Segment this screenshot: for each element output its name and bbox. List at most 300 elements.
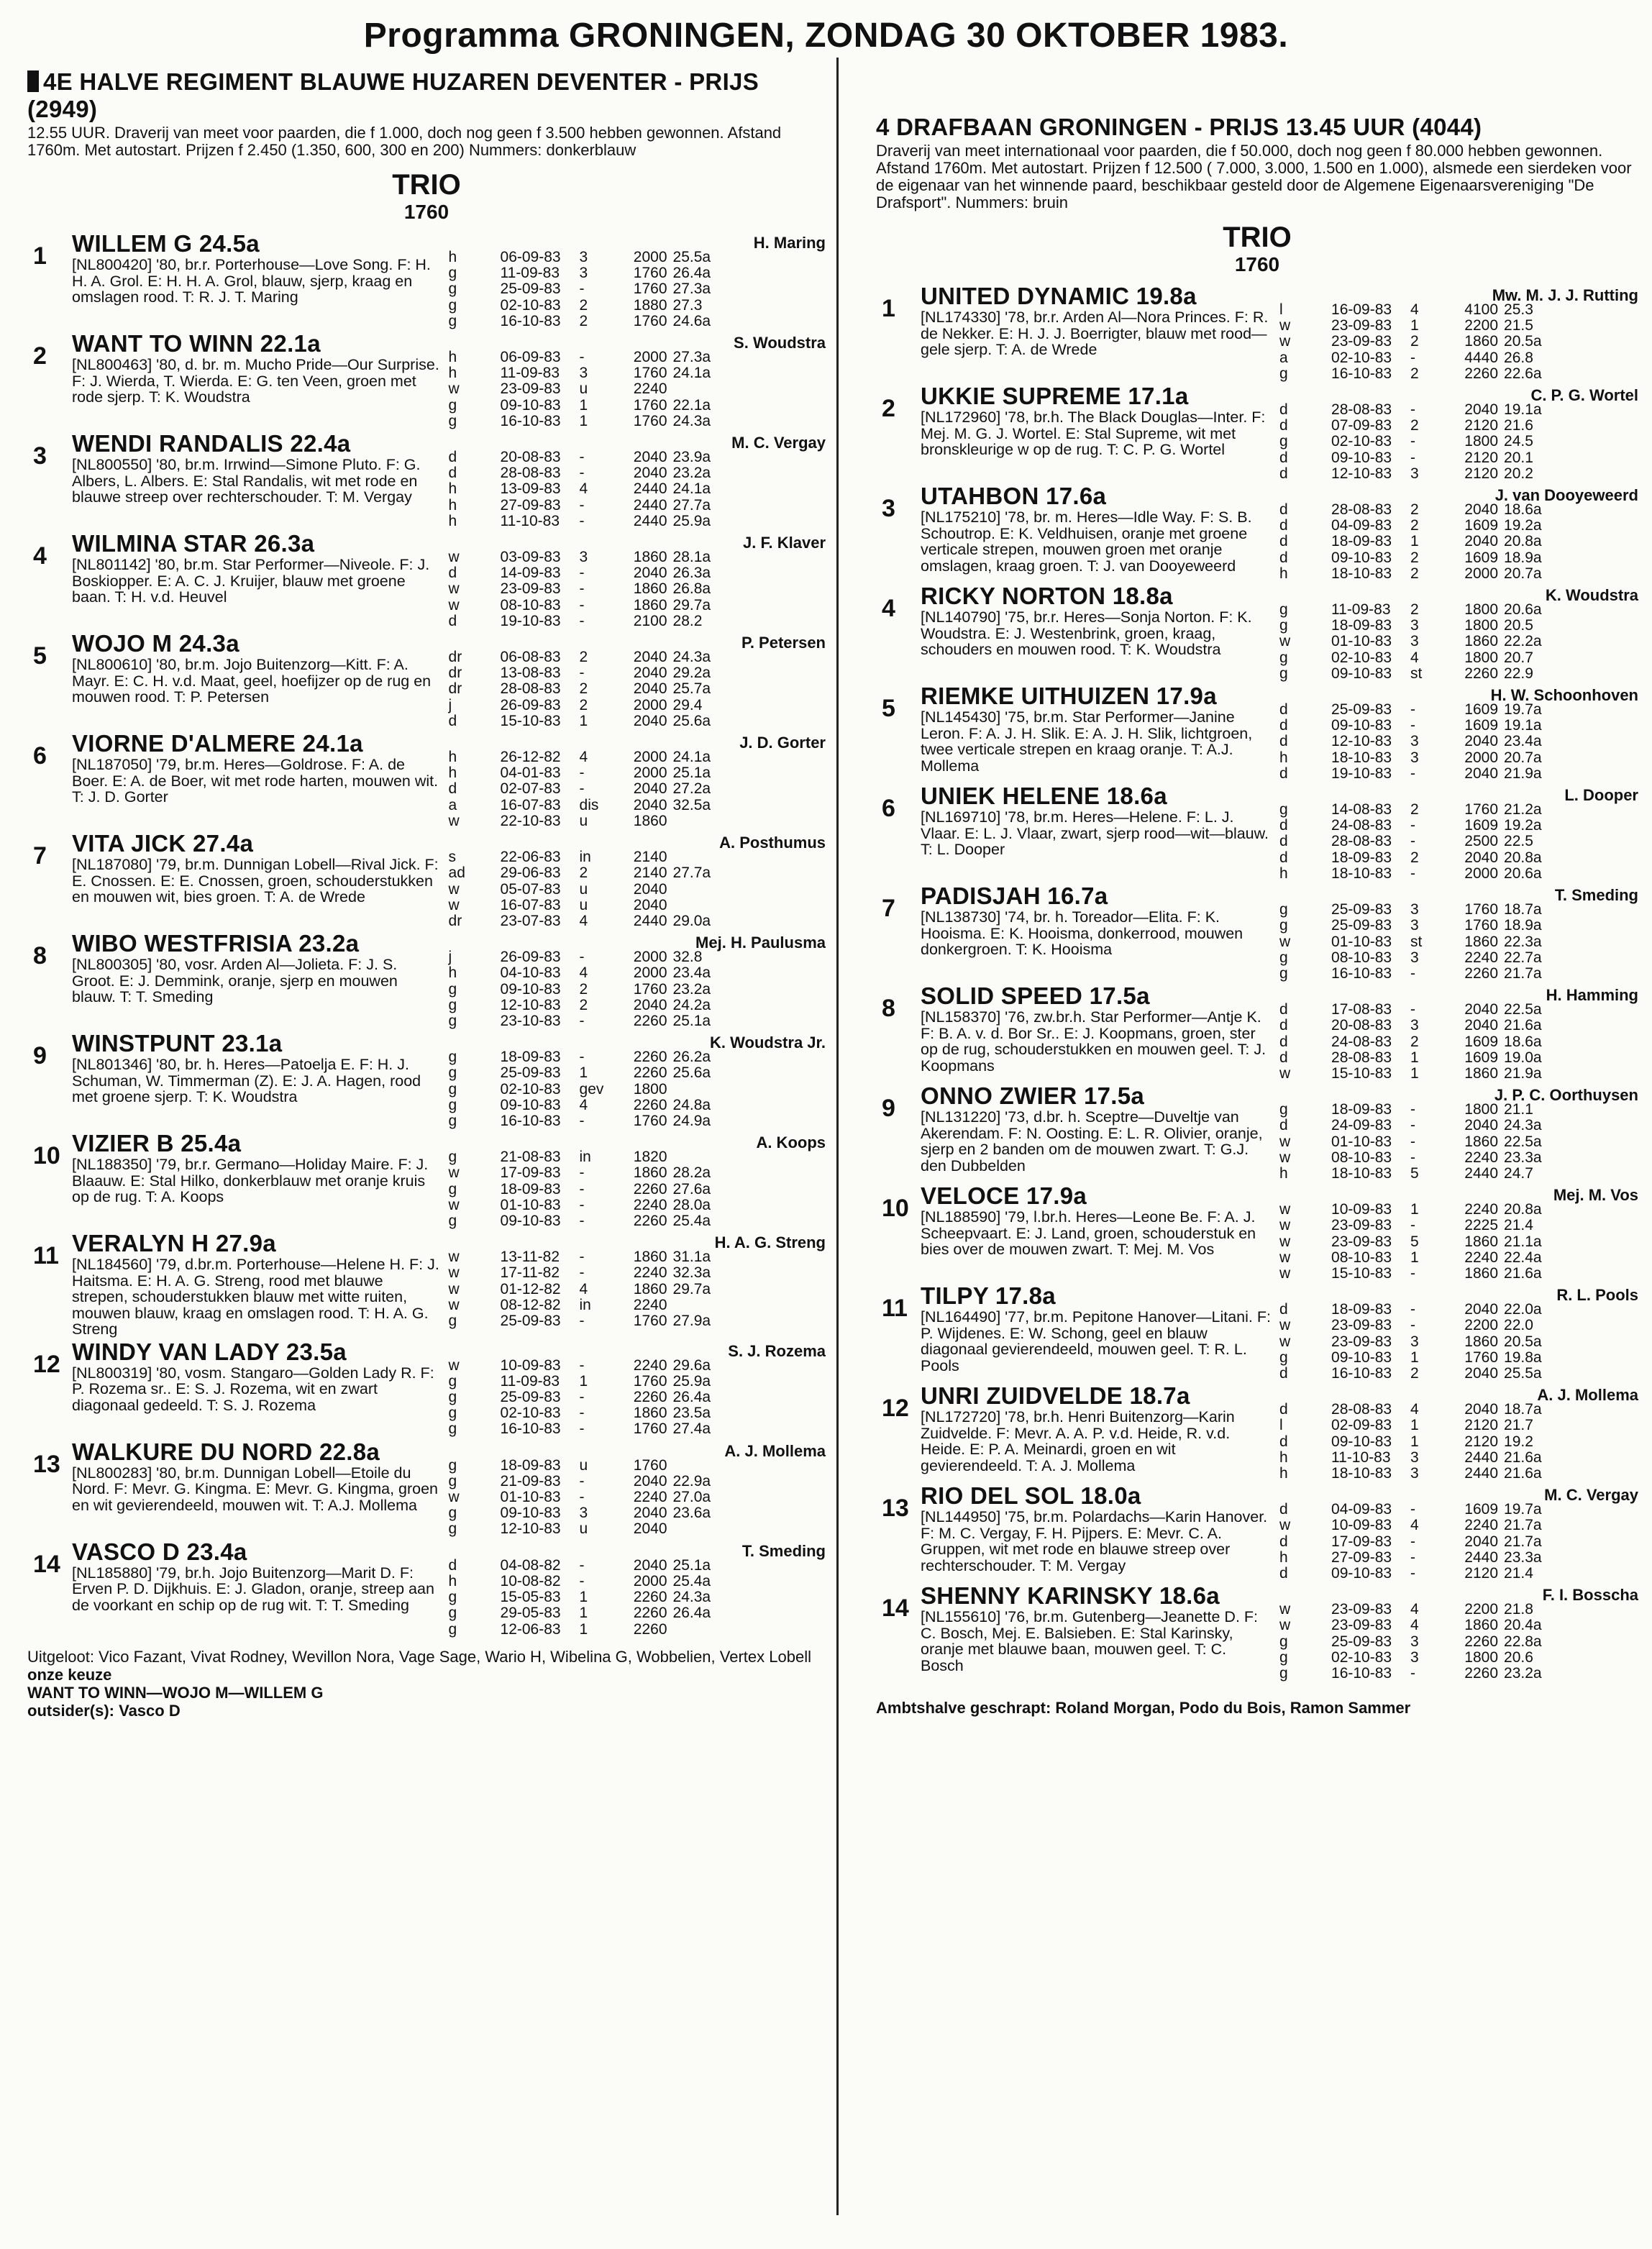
- race-result-row: [1272, 334, 1638, 350]
- track-code: d: [448, 565, 457, 582]
- horse-driver: H. Maring: [753, 234, 826, 252]
- result-date: 19-10-83: [1331, 765, 1392, 782]
- horse-number: 10: [882, 1195, 909, 1223]
- result-distance: 2260: [633, 1389, 667, 1406]
- result-distance: 2260: [1464, 665, 1499, 682]
- result-distance: 2260: [633, 1605, 667, 1622]
- race-result-row: [442, 1589, 826, 1605]
- result-place: 4: [579, 749, 588, 766]
- horse-number: 6: [33, 742, 47, 770]
- race-result-row: [442, 581, 826, 597]
- race-result-row: [442, 1474, 826, 1490]
- result-date: 04-09-83: [1331, 1501, 1392, 1518]
- race-result-row: [442, 498, 826, 514]
- result-place: 5: [1410, 1164, 1419, 1182]
- result-distance: 1760: [1464, 917, 1499, 934]
- result-distance: 2225: [1464, 1217, 1499, 1234]
- result-time: [673, 1622, 724, 1638]
- result-place: -: [579, 1489, 585, 1506]
- horse-results: [1272, 702, 1638, 782]
- result-place: in: [579, 849, 591, 866]
- result-time: [673, 898, 724, 913]
- result-date: 20-08-83: [1331, 1017, 1392, 1034]
- track-code: w: [448, 1196, 460, 1213]
- result-place: -: [1410, 1565, 1416, 1582]
- track-code: d: [1279, 533, 1288, 550]
- result-distance: 2120: [1464, 465, 1499, 482]
- track-code: d: [1279, 517, 1288, 534]
- horse-driver: K. Woudstra Jr.: [710, 1034, 826, 1052]
- track-code: w: [1279, 1217, 1291, 1234]
- result-date: 28-08-83: [1331, 401, 1392, 419]
- race-result-row: [1272, 518, 1638, 534]
- result-place: in: [579, 1296, 591, 1313]
- track-code: w: [448, 896, 460, 913]
- result-place: -: [579, 1249, 585, 1266]
- result-place: 2: [1410, 417, 1419, 434]
- track-code: g: [1279, 1101, 1288, 1118]
- race-result-row: [1272, 1218, 1638, 1233]
- race-result-row: [1272, 1034, 1638, 1050]
- result-distance: 1860: [1464, 933, 1499, 950]
- track-code: g: [448, 312, 457, 329]
- result-time: 21.7a: [1504, 1533, 1542, 1550]
- result-place: 2: [1410, 1364, 1419, 1382]
- result-distance: 1800: [1464, 433, 1499, 450]
- track-code: w: [1279, 1264, 1291, 1282]
- result-time: 27.2a: [672, 780, 711, 798]
- race-result-row: [442, 514, 826, 529]
- result-time: 20.1: [1504, 449, 1533, 466]
- result-time: 27.3: [672, 296, 703, 314]
- track-code: d: [1279, 465, 1288, 482]
- result-time: 22.4a: [1504, 1249, 1542, 1266]
- result-date: 12-10-83: [500, 996, 561, 1013]
- result-time: 26.4a: [672, 1389, 711, 1406]
- result-time: 20.5: [1504, 617, 1533, 634]
- result-distance: 2000: [1464, 749, 1499, 766]
- result-time: 19.8a: [1504, 1349, 1542, 1366]
- track-code: d: [448, 465, 457, 482]
- result-distance: 2040: [633, 449, 667, 466]
- horse-entry: [876, 1283, 1638, 1382]
- race-result-row: [442, 1390, 826, 1405]
- result-time: 21.1: [1504, 1101, 1533, 1118]
- result-distance: 1860: [1464, 1064, 1499, 1082]
- result-date: 09-10-83: [1331, 1565, 1392, 1582]
- result-distance: 2200: [1464, 1317, 1499, 1334]
- result-place: 3: [1410, 1464, 1419, 1482]
- result-date: 16-10-83: [500, 1420, 561, 1438]
- result-place: -: [1410, 964, 1416, 982]
- result-time: 23.6a: [672, 1505, 711, 1522]
- track-code: l: [1279, 1417, 1283, 1434]
- result-date: 08-10-83: [1331, 1149, 1392, 1166]
- track-code: w: [1279, 1064, 1291, 1082]
- race-result-row: [442, 713, 826, 729]
- result-place: 1: [1410, 317, 1419, 334]
- horse-info: [NL164490] '77, br.m. Pepitone Hanover—Litani. F: P. Wijdenes. E: W. Schong, geel en blauw diagonaal gevierendeeld, mouwen geel. T: R. L. Pools: [921, 1308, 1271, 1374]
- result-date: 08-12-82: [500, 1296, 561, 1313]
- race-result-row: [442, 1113, 826, 1129]
- result-time: 26.4a: [672, 1605, 711, 1622]
- result-time: 21.8: [1504, 1601, 1533, 1618]
- result-place: 2: [1410, 517, 1419, 534]
- result-date: 14-09-83: [500, 565, 561, 582]
- track-code: w: [448, 1356, 460, 1374]
- track-code: g: [448, 1080, 457, 1098]
- track-code: g: [448, 1520, 457, 1538]
- result-date: 11-10-83: [500, 512, 560, 529]
- result-distance: 4100: [1464, 301, 1499, 318]
- race-result-row: [1272, 1318, 1638, 1333]
- track-code: s: [448, 849, 457, 866]
- result-place: -: [1410, 1501, 1416, 1518]
- horse-info: [NL801142] '80, br.m. Star Performer—Niveole. F: J. Boskiopper. E: A. C. J. Kruijer, blauw met groene baan. T: H. v.d. Heuvel: [72, 556, 430, 606]
- track-code: g: [448, 1149, 457, 1166]
- horse-results: [1272, 1602, 1638, 1682]
- race-result-row: [1272, 1466, 1638, 1482]
- result-distance: 2040: [633, 1505, 667, 1522]
- result-distance: 2240: [633, 1296, 667, 1313]
- track-code: w: [448, 1249, 460, 1266]
- horse-number: 7: [882, 895, 895, 923]
- horse-number: 11: [33, 1242, 59, 1270]
- track-code: d: [1279, 1401, 1288, 1418]
- result-place: -: [579, 1164, 585, 1182]
- track-code: d: [1279, 701, 1288, 719]
- track-code: g: [448, 296, 457, 314]
- result-distance: 1760: [633, 312, 667, 329]
- horse-results: [1272, 1202, 1638, 1282]
- result-distance: 2040: [1464, 1001, 1499, 1018]
- result-date: 13-09-83: [500, 480, 561, 498]
- result-distance: 1760: [1464, 1349, 1499, 1366]
- horse-entry: [27, 531, 826, 629]
- horse-results: [1272, 1402, 1638, 1482]
- result-date: 08-10-83: [500, 596, 561, 613]
- race-result-row: [1272, 918, 1638, 934]
- result-time: 25.9a: [672, 512, 711, 529]
- result-distance: 2260: [633, 1180, 667, 1198]
- result-time: 21.6a: [1504, 1449, 1542, 1466]
- result-place: 2: [579, 996, 588, 1013]
- track-code: h: [1279, 1548, 1288, 1566]
- result-distance: 2040: [633, 1520, 667, 1538]
- track-code: h: [448, 349, 457, 366]
- result-distance: 2240: [633, 1196, 667, 1213]
- result-distance: 2240: [1464, 1249, 1499, 1266]
- result-distance: 2040: [633, 565, 667, 582]
- result-time: 26.3a: [672, 565, 711, 582]
- result-time: 25.5a: [1504, 1364, 1542, 1382]
- result-place: 1: [1410, 1249, 1419, 1266]
- result-place: -: [579, 596, 585, 613]
- horse-details: [72, 1356, 826, 1438]
- horse-number: 1: [882, 295, 895, 322]
- result-distance: 1760: [633, 412, 667, 429]
- race-result-row: [442, 1282, 826, 1297]
- result-time: 29.2a: [672, 665, 711, 682]
- result-distance: 1800: [1464, 1648, 1499, 1666]
- horse-number: 2: [882, 395, 895, 423]
- result-time: 24.1a: [672, 480, 711, 498]
- result-distance: 2040: [1464, 1301, 1499, 1318]
- result-date: 23-09-83: [500, 580, 561, 598]
- result-distance: 2040: [1464, 1364, 1499, 1382]
- track-code: d: [1279, 849, 1288, 866]
- result-place: -: [579, 1112, 585, 1129]
- result-place: -: [579, 765, 585, 782]
- result-distance: 1760: [1464, 801, 1499, 818]
- horse-number: 12: [882, 1395, 909, 1423]
- track-code: g: [448, 980, 457, 998]
- track-code: d: [1279, 1565, 1288, 1582]
- track-code: g: [448, 396, 457, 414]
- result-distance: 2000: [633, 765, 667, 782]
- track-code: g: [448, 1420, 457, 1438]
- result-distance: 2260: [633, 1049, 667, 1066]
- horse-name: ONNO ZWIER 17.5a: [921, 1082, 1145, 1110]
- result-date: 04-09-83: [1331, 517, 1392, 534]
- horse-entry: [27, 1339, 826, 1438]
- horse-results: [442, 649, 826, 729]
- horse-name: VELOCE 17.9a: [921, 1182, 1087, 1210]
- result-date: 09-10-83: [500, 1212, 561, 1229]
- result-distance: 1800: [1464, 1101, 1499, 1118]
- result-place: -: [579, 612, 585, 629]
- result-distance: 1760: [633, 265, 667, 282]
- race-result-row: [442, 1182, 826, 1198]
- race-footer: [27, 1648, 826, 1720]
- result-distance: 1760: [633, 1372, 667, 1390]
- horse-number: 10: [33, 1142, 60, 1170]
- result-distance: 4440: [1464, 349, 1499, 366]
- horse-entry: [27, 431, 826, 529]
- result-distance: 2240: [633, 380, 667, 398]
- result-place: 2: [1410, 1033, 1419, 1050]
- result-date: 18-09-83: [1331, 533, 1392, 550]
- result-place: -: [1410, 401, 1416, 419]
- result-place: -: [579, 1556, 585, 1574]
- result-time: 29.4: [672, 696, 703, 713]
- result-date: 23-09-83: [1331, 1333, 1392, 1350]
- horse-number: 6: [882, 795, 895, 823]
- result-place: 3: [579, 1505, 588, 1522]
- horse-results: [1272, 902, 1638, 982]
- horse-driver: Mw. M. J. J. Rutting: [1492, 286, 1638, 304]
- result-place: 2: [579, 865, 588, 882]
- horse-results: [442, 549, 826, 629]
- horse-driver: H. W. Schoonhoven: [1490, 686, 1638, 705]
- result-place: -: [1410, 1149, 1416, 1166]
- result-time: 32.5a: [672, 796, 711, 813]
- result-distance: 1860: [633, 1280, 667, 1297]
- result-date: 17-09-83: [500, 1164, 561, 1182]
- result-time: [673, 1521, 724, 1537]
- horse-details: [921, 301, 1638, 382]
- horse-results: [442, 1358, 826, 1438]
- track-code: dr: [448, 649, 462, 666]
- horse-body: [72, 1031, 826, 1129]
- result-date: 11-09-83: [1331, 601, 1391, 619]
- result-time: 21.4: [1504, 1217, 1533, 1234]
- horse-name: WALKURE DU NORD 22.8a: [72, 1438, 380, 1465]
- race-result-row: [1272, 950, 1638, 966]
- result-distance: 2440: [1464, 1449, 1499, 1466]
- result-time: [673, 1082, 724, 1098]
- race-heading: [27, 68, 826, 123]
- result-date: 16-07-83: [500, 896, 561, 913]
- result-distance: 1860: [1464, 1617, 1499, 1634]
- result-time: 24.1a: [672, 749, 711, 766]
- result-time: 20.7a: [1504, 749, 1542, 766]
- horse-name: UKKIE SUPREME 17.1a: [921, 383, 1189, 410]
- result-date: 27-09-83: [500, 496, 561, 514]
- result-date: 10-08-82: [500, 1572, 561, 1589]
- result-distance: 2260: [633, 1620, 667, 1638]
- result-place: 2: [1410, 801, 1419, 818]
- result-time: 18.9a: [1504, 917, 1542, 934]
- result-distance: 2440: [1464, 1164, 1499, 1182]
- result-date: 23-09-83: [1331, 1233, 1392, 1250]
- result-place: 2: [579, 980, 588, 998]
- result-distance: 1860: [633, 1405, 667, 1422]
- horse-entry: [27, 931, 826, 1029]
- horse-details: [921, 1501, 1638, 1582]
- horse-entry: [27, 1439, 826, 1538]
- result-date: 09-10-83: [1331, 1433, 1392, 1450]
- result-date: 23-09-83: [500, 380, 561, 398]
- result-time: 20.2: [1504, 465, 1533, 482]
- result-time: 22.8a: [1504, 1633, 1542, 1650]
- race-result-row: [442, 781, 826, 797]
- track-code: g: [1279, 901, 1288, 918]
- result-time: 24.8a: [672, 1096, 711, 1113]
- horse-info: [NL185880] '79, br.h. Jojo Buitenzorg—Marit D. F: Erven P. D. Dijkhuis. E: J. Gladon, oranje, streep aan de voorkant en schip op de rug wit. T: T. Smeding: [72, 1564, 434, 1614]
- horse-number: 3: [33, 442, 47, 470]
- result-place: -: [1410, 1217, 1416, 1234]
- horse-info: [NL145430] '75, br.m. Star Performer—Janine Leron. F: A. J. H. Slik. E: A. J. H. Slik, lichtgroen, twee verticale strepen en kraag oranje. T: A.J. Mollema: [921, 708, 1253, 775]
- horse-driver: M. C. Vergay: [1544, 1486, 1638, 1505]
- track-code: a: [1279, 349, 1288, 366]
- result-date: 18-09-83: [500, 1180, 561, 1198]
- result-distance: 2000: [633, 696, 667, 713]
- horse-entry: [27, 331, 826, 429]
- result-time: 21.7a: [1504, 964, 1542, 982]
- result-distance: 2500: [1464, 833, 1499, 850]
- result-date: 28-08-83: [500, 465, 561, 482]
- result-place: -: [1410, 833, 1416, 850]
- track-code: g: [1279, 617, 1288, 634]
- horse-details: [921, 1101, 1638, 1182]
- result-time: 20.8a: [1504, 1201, 1542, 1218]
- horse-info: [NL800610] '80, br.m. Jojo Buitenzorg—Kitt. F: A. Mayr. E: C. H. v.d. Maat, geel, hoefijzer op de rug en mouwen rood. T: P. Petersen: [72, 656, 432, 706]
- result-place: 1: [579, 1064, 588, 1082]
- result-time: 25.1a: [672, 765, 711, 782]
- track-code: g: [448, 1472, 457, 1490]
- result-time: 22.5: [1504, 833, 1533, 850]
- race-result-row: [1272, 1434, 1638, 1450]
- track-code: d: [1279, 1117, 1288, 1134]
- track-code: dr: [448, 680, 462, 698]
- result-distance: 2000: [1464, 865, 1499, 882]
- track-code: g: [448, 1049, 457, 1066]
- result-date: 14-08-83: [1331, 801, 1392, 818]
- result-place: u: [579, 880, 588, 898]
- result-place: 4: [1410, 1601, 1419, 1618]
- result-date: 23-09-83: [1331, 317, 1392, 334]
- result-time: 21.7: [1504, 1417, 1533, 1434]
- result-place: -: [579, 1420, 585, 1438]
- horse-driver: H. Hamming: [1546, 986, 1638, 1005]
- result-place: 3: [1410, 1333, 1419, 1350]
- horse-entry: [876, 883, 1638, 982]
- race-result-row: [442, 1574, 826, 1589]
- result-date: 12-10-83: [1331, 733, 1392, 750]
- track-code: h: [1279, 1449, 1288, 1466]
- horse-number: 2: [33, 342, 47, 370]
- race-result-row: [1272, 1566, 1638, 1582]
- horse-number: 3: [882, 495, 895, 523]
- result-date: 17-08-83: [1331, 1001, 1392, 1018]
- horse-details: [72, 1149, 826, 1229]
- result-place: -: [579, 465, 585, 482]
- result-date: 20-08-83: [500, 449, 561, 466]
- result-distance: 2040: [1464, 533, 1499, 550]
- result-time: 23.5a: [672, 1405, 711, 1422]
- result-place: 4: [1410, 301, 1419, 318]
- result-distance: 2440: [633, 912, 667, 929]
- result-distance: 2040: [1464, 849, 1499, 866]
- track-code: w: [448, 1164, 460, 1182]
- result-place: -: [579, 1405, 585, 1422]
- track-code: g: [1279, 1648, 1288, 1666]
- result-distance: 2240: [1464, 949, 1499, 966]
- track-code: d: [1279, 1001, 1288, 1018]
- outsider-value: outsider(s): Vasco D: [27, 1701, 181, 1720]
- result-distance: 2000: [633, 1572, 667, 1589]
- result-place: -: [1410, 349, 1416, 366]
- horse-name: WANT TO WINN 22.1a: [72, 330, 321, 357]
- result-distance: 2440: [633, 480, 667, 498]
- choice-label: onze keuze: [27, 1665, 112, 1684]
- result-place: 3: [1410, 465, 1419, 482]
- result-place: 3: [579, 549, 588, 566]
- result-date: 25-09-83: [1331, 901, 1392, 918]
- track-code: w: [1279, 1249, 1291, 1266]
- result-time: 27.0a: [672, 1489, 711, 1506]
- result-distance: 1609: [1464, 1049, 1499, 1066]
- result-distance: 2240: [1464, 1149, 1499, 1166]
- result-place: 4: [579, 1096, 588, 1113]
- track-code: g: [448, 1456, 457, 1474]
- horse-number: 9: [882, 1095, 895, 1123]
- result-time: 22.6a: [1504, 365, 1542, 382]
- result-place: -: [579, 580, 585, 598]
- result-date: 09-10-83: [500, 980, 561, 998]
- result-place: 3: [1410, 633, 1419, 650]
- result-time: 23.2a: [672, 980, 711, 998]
- race-result-row: [442, 813, 826, 829]
- track-code: w: [448, 1280, 460, 1297]
- track-code: w: [1279, 1201, 1291, 1218]
- track-code: w: [448, 1264, 460, 1282]
- result-date: 25-09-83: [500, 1064, 561, 1082]
- race-right-column: [876, 114, 1638, 1717]
- track-code: g: [448, 412, 457, 429]
- result-place: st: [1410, 933, 1423, 950]
